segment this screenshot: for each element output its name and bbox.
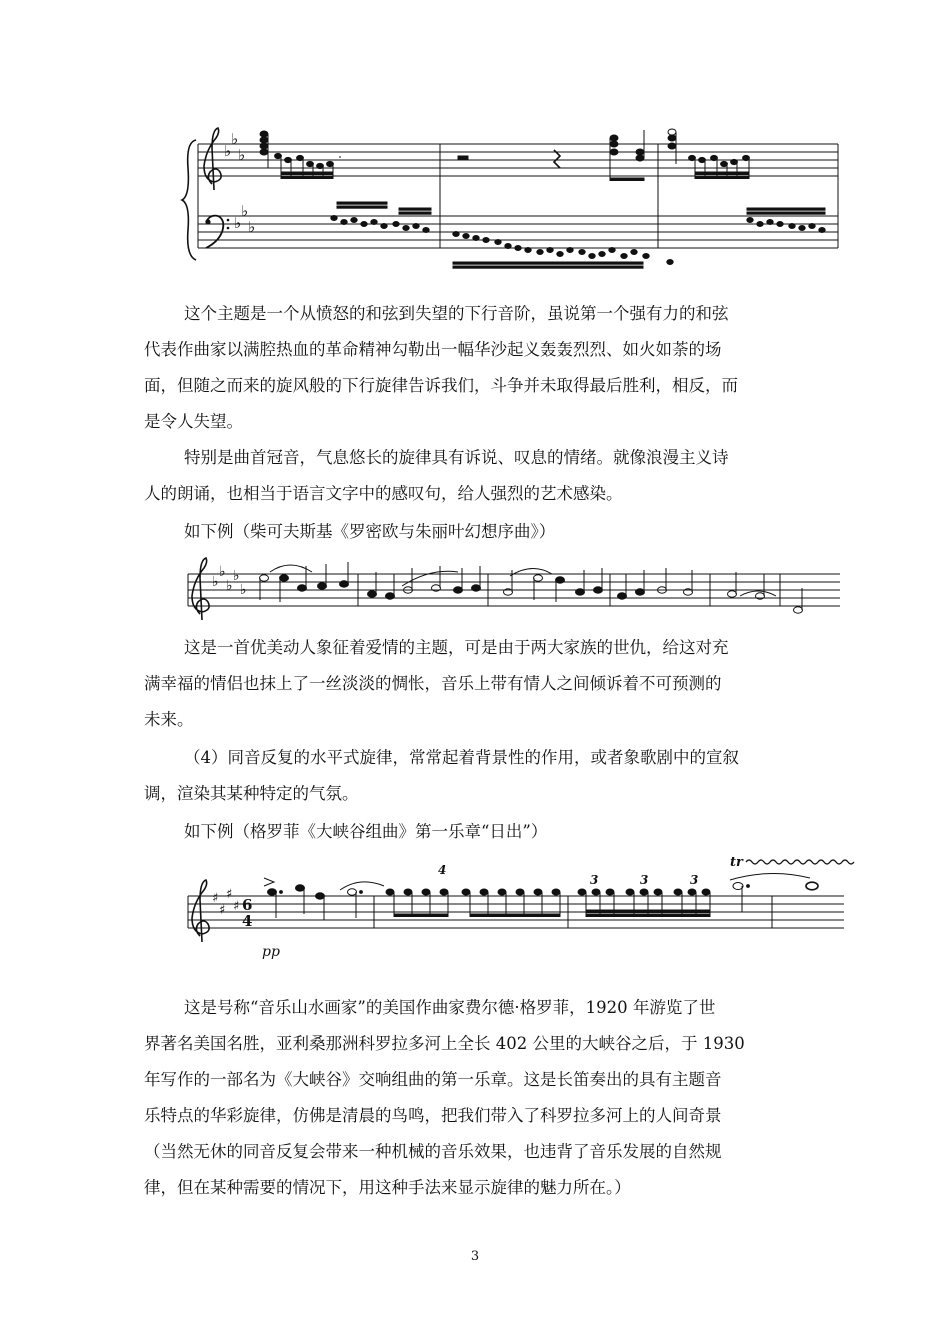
dynamic-marking: pp bbox=[262, 944, 280, 960]
caption-grofe: 如下例（格罗菲《大峡谷组曲》第一乐章“日出”） bbox=[184, 822, 548, 841]
svg-text:♯: ♯ bbox=[226, 887, 233, 902]
svg-text:♭: ♭ bbox=[212, 574, 219, 590]
svg-text:♭: ♭ bbox=[233, 568, 240, 584]
paragraph-tchaikovsky-analysis: 这是一首优美动人象征着爱情的主题，可是由于两大家族的世仇，给这对充 满幸福的情侣也抹上了一丝淡淡的惆怅，音乐上带有情人之间倾诉着不可预测的 未来。 bbox=[144, 638, 729, 729]
paragraph-chopin-analysis: 这个主题是一个从愤怒的和弦到失望的下行音阶，虽说第一个强有力的和弦 代表作曲家以满腔热血的革命精神勾勒出一幅华沙起义轰轰烈烈、如火如荼的场 面，但随之而来的旋风般的下行旋律告诉我们，斗争并未取得最后胜利，相反，而 是令人失望。 bbox=[144, 304, 738, 431]
svg-text:♭: ♭ bbox=[238, 146, 246, 164]
svg-text:♯: ♯ bbox=[212, 891, 219, 906]
svg-text:♭: ♭ bbox=[231, 130, 239, 148]
score-grofe-sunrise bbox=[140, 856, 850, 966]
svg-text:♭: ♭ bbox=[248, 218, 256, 236]
caption-tchaikovsky: 如下例（柴可夫斯基《罗密欧与朱丽叶幻想序曲》） bbox=[184, 522, 556, 541]
trill-marking: tr bbox=[730, 855, 743, 870]
svg-text:♭: ♭ bbox=[234, 214, 242, 232]
paragraph-crown-note: 特别是曲首冠音，气息悠长的旋律具有诉说、叹息的情绪。就像浪漫主义诗 人的朗诵，也相当于语言文字中的感叹句，给人强烈的艺术感染。 bbox=[144, 448, 729, 503]
svg-text:♭: ♭ bbox=[240, 582, 247, 598]
svg-text:♯: ♯ bbox=[233, 899, 240, 914]
tuplet-number: 4 bbox=[438, 863, 447, 877]
page-number: 3 bbox=[470, 1249, 480, 1264]
score-chopin-grand-staff bbox=[140, 118, 850, 278]
svg-text:♭: ♭ bbox=[226, 578, 233, 594]
time-signature-top: 6 bbox=[242, 896, 253, 914]
time-signature-bottom: 4 bbox=[242, 912, 253, 930]
trill-wavy-line bbox=[746, 860, 854, 864]
tuplet-number: 3 bbox=[690, 873, 699, 887]
tuplet-number: 3 bbox=[640, 873, 649, 887]
paragraph-repeated-note: （4）同音反复的水平式旋律，常常起着背景性的作用，或者象歌剧中的宣叙 调，渲染其某种特定的气氛。 bbox=[144, 748, 739, 803]
svg-text:♭: ♭ bbox=[219, 564, 226, 580]
svg-text:♯: ♯ bbox=[219, 903, 226, 918]
svg-text:♭: ♭ bbox=[224, 142, 232, 160]
tuplet-number: 3 bbox=[590, 873, 599, 887]
svg-text:♭: ♭ bbox=[241, 202, 249, 220]
paragraph-grofe-analysis: 这是号称“音乐山水画家”的美国作曲家费尔德·格罗菲，1920 年游览了世 界著名美国名胜，亚利桑那洲科罗拉多河上全长 402 公里的大峡谷之后，于 1930 年写作的一部名为《大峡谷》交响组曲的第一乐章。这是长笛奏出的具有主题音 乐特点的华彩旋律，仿佛是清晨的鸟鸣，把我们带入了科罗拉多河上的人间奇景 （当然无休的同音反复会带来一种机械的音乐效果，也违背了音乐发展的自然规 律，但在某种需要的情况下，用这种手法来显示旋律的魅力所在。） bbox=[144, 998, 745, 1197]
score-tchaikovsky-romeo-juliet bbox=[140, 552, 850, 628]
